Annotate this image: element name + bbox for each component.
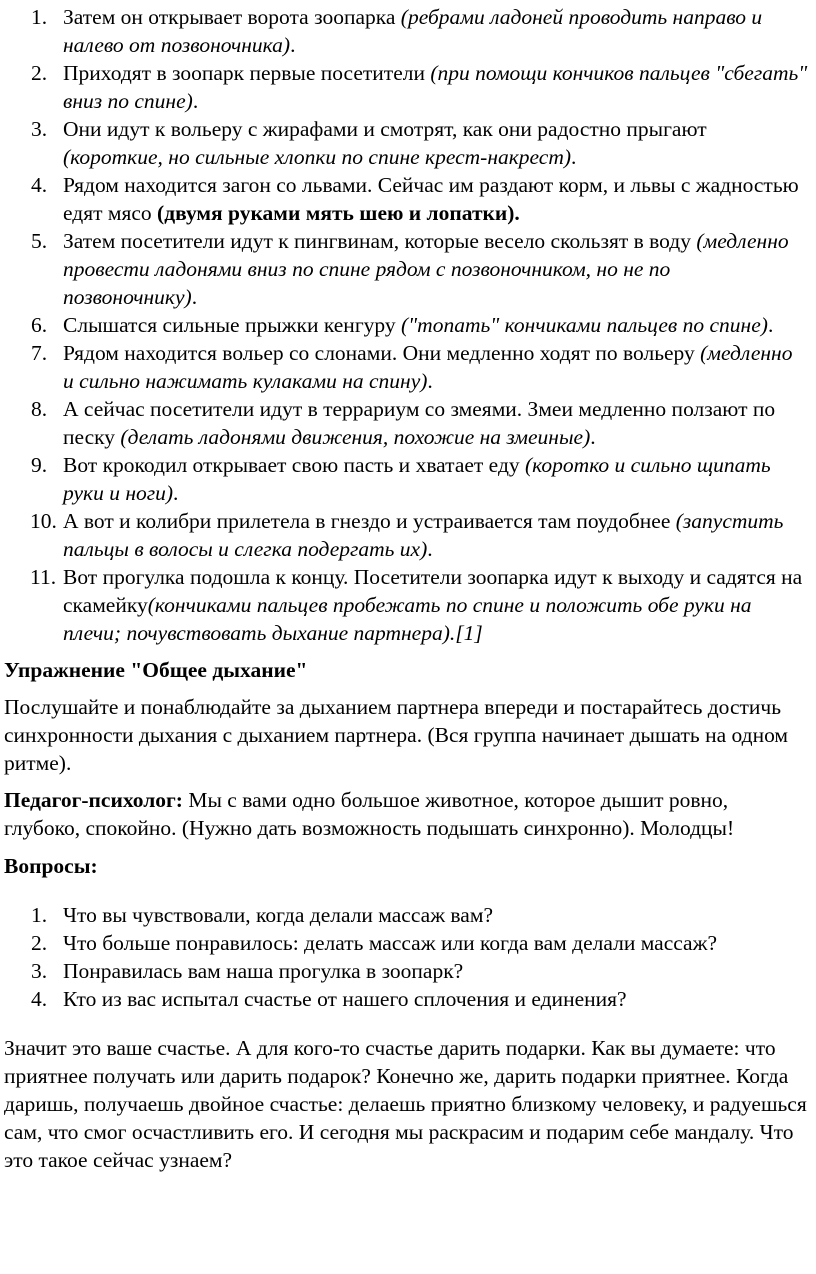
item-instruction: (короткие, но сильные хлопки по спине крест-накрест) bbox=[63, 145, 572, 169]
item-number: 3. bbox=[31, 959, 48, 983]
footnote-reference[interactable]: [1] bbox=[455, 621, 483, 645]
list-item bbox=[4, 985, 808, 1013]
list-item: 11. Вот прогулка подошла к концу. Посетители зоопарка идут к выходу и садятся на скамейку(кончиками пальцев пробежать по спине и положить обе руки на плечи; почувствовать дыхание партнера).[1] bbox=[30, 565, 803, 645]
list-item: 5. Затем посетители идут к пингвинам, которые весело скользят в воду (медленно провести ладонями вниз по спине рядом с позвоночником, но не по позвоночнику). bbox=[31, 229, 789, 309]
teacher-text: Мы с вами одно большое животное, которое дышит ровно, глубоко, спокойно. (Нужно дать возможность подышать синхронно). Молодцы! bbox=[4, 788, 735, 840]
item-instruction: (медленно и сильно нажимать кулаками на спину) bbox=[63, 341, 793, 393]
item-number: 5. bbox=[31, 229, 48, 253]
item-number: 2. bbox=[31, 931, 48, 955]
item-instruction: (делать ладонями движения, похожие на змеиные) bbox=[120, 425, 591, 449]
item-number: 4. bbox=[31, 173, 48, 197]
item-instruction: (запустить пальцы в волосы и слегка подергать их) bbox=[63, 509, 784, 561]
massage-steps-list bbox=[4, 3, 808, 647]
item-text: Вот крокодил открывает свою пасть и хватает еду bbox=[63, 453, 526, 477]
item-number: 8. bbox=[31, 397, 48, 421]
list-item: 6. Слышатся сильные прыжки кенгуру ("топать" кончиками пальцев по спине). bbox=[31, 313, 774, 337]
item-text: Приходят в зоопарк первые посетители bbox=[63, 61, 431, 85]
item-text: Рядом находится вольер со слонами. Они медленно ходят по вольеру bbox=[63, 341, 701, 365]
list-item: 3. Они идут к вольеру с жирафами и смотрят, как они радостно прыгают (короткие, но сильные хлопки по спине крест-накрест). bbox=[31, 117, 707, 169]
item-instruction: (медленно провести ладонями вниз по спине рядом с позвоночником, но не по позвоночнику) bbox=[63, 229, 789, 309]
item-number: 1. bbox=[31, 5, 48, 29]
questions-list bbox=[4, 901, 808, 1013]
list-item bbox=[4, 901, 808, 929]
item-number: 3. bbox=[31, 117, 48, 141]
list-item: 9. Вот крокодил открывает свою пасть и хватает еду (коротко и сильно щипать руки и ноги). bbox=[31, 453, 771, 505]
question-text: Что вы чувствовали, когда делали массаж вам? bbox=[63, 903, 493, 927]
question-text: Кто из вас испытал счастье от нашего сплочения и единения? bbox=[63, 987, 627, 1011]
item-number: 1. bbox=[31, 903, 48, 927]
item-number: 11. bbox=[30, 565, 57, 589]
item-text: Слышатся сильные прыжки кенгуру bbox=[63, 313, 401, 337]
list-item: 10. А вот и колибри прилетела в гнездо и устраивается там поудобнее (запустить пальцы в волосы и слегка подергать их). bbox=[30, 509, 784, 561]
exercise-description: Послушайте и понаблюдайте за дыханием партнера впереди и постарайтесь достичь синхронности дыхания с дыханием партнера. (Вся группа начинает дышать на одном ритме). bbox=[4, 695, 789, 775]
item-number: 9. bbox=[31, 453, 48, 477]
item-number: 2. bbox=[31, 61, 48, 85]
questions-heading: Вопросы: bbox=[4, 854, 98, 878]
list-item: 7. Рядом находится вольер со слонами. Они медленно ходят по вольеру (медленно и сильно нажимать кулаками на спину). bbox=[31, 341, 793, 393]
list-item: 1. Затем он открывает ворота зоопарка (ребрами ладоней проводить направо и налево от позвоночника). bbox=[31, 5, 763, 57]
exercise-heading: Упражнение "Общее дыхание" bbox=[4, 658, 308, 682]
item-text: Затем посетители идут к пингвинам, которые весело скользят в воду bbox=[63, 229, 697, 253]
item-instruction-bold: (двумя руками мять шею и лопатки). bbox=[157, 201, 520, 225]
item-text: Затем он открывает ворота зоопарка bbox=[63, 5, 401, 29]
list-item: 2. Приходят в зоопарк первые посетители (при помощи кончиков пальцев "сбегать" вниз по спине). bbox=[31, 61, 808, 113]
item-number: 6. bbox=[31, 313, 48, 337]
closing-paragraph: Значит это ваше счастье. А для кого-то счастье дарить подарки. Как вы думаете: что приятнее получать или дарить подарок? Конечно же, дарить подарки приятнее. Когда даришь, получаешь двойное счастье: делаешь приятно близкому человеку, и радуешься сам, что смог осчастливить его. И сегодня мы раскрасим и подарим себе мандалу. Что это такое сейчас узнаем? bbox=[4, 1036, 807, 1172]
item-instruction: (коротко и сильно щипать руки и ноги) bbox=[63, 453, 771, 505]
question-text: Что больше понравилось: делать массаж или когда вам делали массаж? bbox=[63, 931, 717, 955]
item-instruction: (кончиками пальцев пробежать по спине и положить обе руки на плечи; почувствовать дыхание партнера) bbox=[63, 593, 752, 645]
item-text: А вот и колибри прилетела в гнездо и устраивается там поудобнее bbox=[63, 509, 676, 533]
question-text: Понравилась вам наша прогулка в зоопарк? bbox=[63, 959, 464, 983]
teacher-paragraph bbox=[4, 786, 808, 842]
list-item bbox=[4, 929, 808, 957]
list-item bbox=[4, 171, 808, 227]
item-instruction: (при помощи кончиков пальцев "сбегать" вниз по спине) bbox=[63, 61, 808, 113]
item-instruction: ("топать" кончиками пальцев по спине) bbox=[400, 313, 768, 337]
list-item: 8. А сейчас посетители идут в террариум со змеями. Змеи медленно ползают по песку (делать ладонями движения, похожие на змеиные). bbox=[31, 397, 776, 449]
item-text: А сейчас посетители идут в террариум со змеями. Змеи медленно ползают по песку bbox=[63, 397, 776, 449]
teacher-label: Педагог-психолог: bbox=[4, 788, 183, 812]
item-text: Вот прогулка подошла к концу. Посетители зоопарка идут к выходу и садятся на скамейку bbox=[63, 565, 803, 617]
item-number: 10. bbox=[30, 509, 57, 533]
list-item bbox=[4, 957, 808, 985]
item-text: Рядом находится загон со львами. Сейчас им раздают корм, и львы с жадностью едят мясо bbox=[63, 173, 799, 225]
item-instruction: (ребрами ладоней проводить направо и налево от позвоночника) bbox=[63, 5, 763, 57]
item-number: 7. bbox=[31, 341, 48, 365]
item-text: Они идут к вольеру с жирафами и смотрят, как они радостно прыгают bbox=[63, 117, 707, 141]
item-number: 4. bbox=[31, 987, 48, 1011]
